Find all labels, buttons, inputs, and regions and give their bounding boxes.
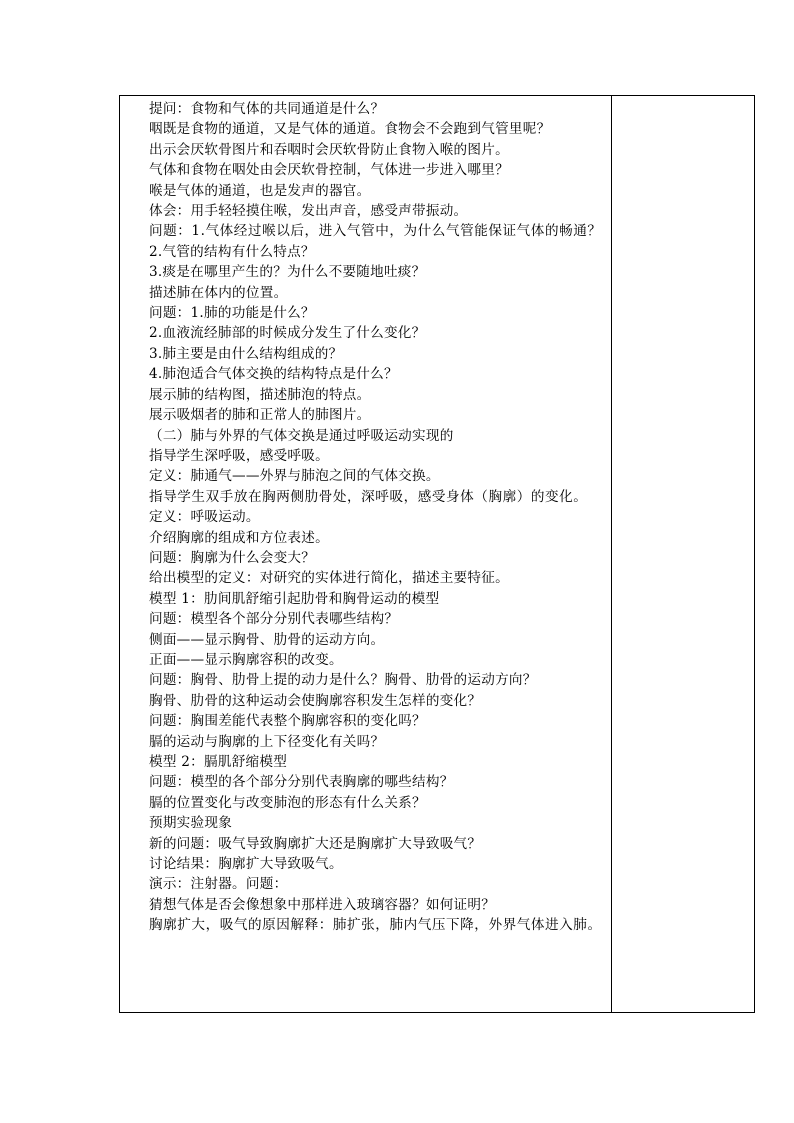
text-line: 2.气管的结构有什么特点？ [149, 243, 315, 260]
text-line: 问题：胸围差能代表整个胸廓容积的变化吗？ [149, 713, 426, 730]
text-line: 2.血液流经肺部的时候成分发生了什么变化？ [149, 325, 426, 342]
text-line: 描述肺在体内的位置。 [149, 284, 288, 301]
text-line: 模型 1：肋间肌舒缩引起肋骨和胸骨运动的模型 [149, 590, 440, 607]
text-line: 体会：用手轻轻摸住喉，发出声音，感受声带振动。 [149, 203, 468, 220]
text-line: 膈的位置变化与改变肺泡的形态有什么关系？ [149, 794, 426, 811]
text-line: 提问：食物和气体的共同通道是什么？ [149, 101, 385, 117]
text-line: 咽既是食物的通道，又是气体的通道。食物会不会跑到气管里呢？ [149, 121, 551, 138]
text-line: 问题：胸骨、肋骨上提的动力是什么？胸骨、肋骨的运动方向？ [149, 672, 537, 689]
section-heading: （二）肺与外界的气体交换是通过呼吸运动实现的 [149, 427, 454, 444]
text-line: 3.肺主要是由什么结构组成的？ [149, 345, 343, 362]
text-line: 胸廓扩大，吸气的原因解释：肺扩张，肺内气压下降，外界气体进入肺。 [149, 917, 602, 934]
text-line: 出示会厌软骨图片和吞咽时会厌软骨防止食物入喉的图片。 [149, 141, 509, 158]
text-line: 展示肺的结构图，描述肺泡的特点。 [149, 386, 371, 403]
text-line: 预期实验现象 [149, 815, 233, 832]
lesson-table [119, 95, 755, 1013]
notes-cell [612, 96, 754, 1012]
text-line: 定义：呼吸运动。 [149, 509, 260, 526]
text-line: 展示吸烟者的肺和正常人的肺图片。 [149, 407, 371, 424]
text-line: 新的问题：吸气导致胸廓扩大还是胸廓扩大导致吸气？ [149, 835, 482, 852]
text-line: 演示：注射器。问题： [149, 876, 288, 893]
text-line: 问题：1.气体经过喉以后，进入气管中，为什么气管能保证气体的畅通？ [149, 223, 602, 240]
text-line: 给出模型的定义：对研究的实体进行简化，描述主要特征。 [149, 570, 509, 587]
text-line: 指导学生双手放在胸两侧肋骨处，深呼吸，感受身体（胸廓）的变化。 [149, 488, 588, 505]
text-line: 问题：1.肺的功能是什么？ [149, 305, 315, 322]
text-line: 膈的运动与胸廓的上下径变化有关吗？ [149, 733, 385, 750]
text-line: 定义：肺通气——外界与肺泡之间的气体交换。 [149, 468, 440, 485]
text-line: 问题：模型的各个部分分别代表胸廓的哪些结构？ [149, 774, 454, 791]
text-line: 讨论结果：胸廓扩大导致吸气。 [149, 856, 343, 873]
text-line: 问题：模型各个部分分别代表哪些结构？ [149, 611, 399, 628]
text-line: 正面——显示胸廓容积的改变。 [149, 651, 343, 668]
text-line: 指导学生深呼吸，感受呼吸。 [149, 447, 329, 464]
text-line: 模型 2：膈肌舒缩模型 [149, 754, 288, 770]
text-line: 喉是气体的通道，也是发声的器官。 [149, 182, 371, 199]
text-line: 介绍胸廓的组成和方位表述。 [149, 529, 329, 546]
teaching-content-cell [120, 96, 612, 1012]
text-line: 胸骨、肋骨的这种运动会使胸廓容积发生怎样的变化？ [149, 692, 482, 709]
text-line: 3.痰是在哪里产生的？为什么不要随地吐痰？ [149, 264, 426, 281]
text-line: 气体和食物在咽处由会厌软骨控制，气体进一步进入哪里？ [149, 162, 509, 179]
text-line: 问题：胸廓为什么会变大？ [149, 549, 316, 566]
text-line: 猜想气体是否会像想象中那样进入玻璃容器？如何证明？ [149, 896, 496, 913]
text-line: 4.肺泡适合气体交换的结构特点是什么？ [149, 366, 398, 383]
text-line: 侧面——显示胸骨、肋骨的运动方向。 [149, 631, 385, 648]
